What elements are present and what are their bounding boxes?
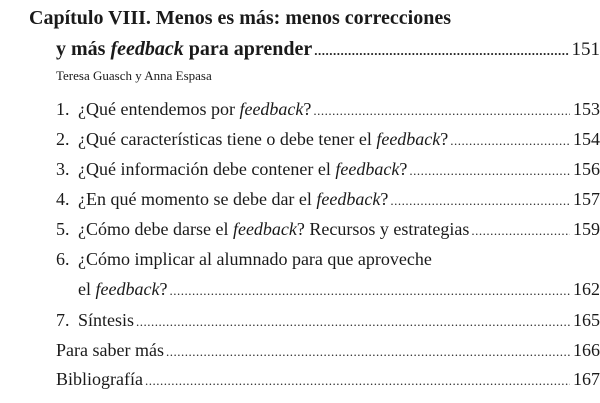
page-number: 166	[573, 340, 600, 360]
page-number: 154	[573, 129, 600, 149]
toc-entry-6-line2[interactable]	[78, 277, 600, 303]
entry-text: 3. ¿Qué información debe contener el feedback?	[56, 159, 408, 179]
entry-text: Para saber más	[56, 340, 164, 360]
entry-text: 7. Síntesis	[56, 310, 135, 330]
dot-leader	[145, 369, 570, 393]
toc-entry-6-line1[interactable]: 6. ¿Cómo implicar al alumnado para que aproveche	[56, 249, 432, 269]
dot-leader	[166, 340, 570, 364]
feedback-italic: feedback	[110, 38, 184, 60]
page-number: 151	[571, 39, 600, 60]
dot-leader	[136, 310, 570, 334]
dot-leader	[471, 219, 570, 243]
page-number: 159	[573, 219, 600, 239]
toc-entry-bibliografia[interactable]	[56, 367, 600, 393]
dot-leader	[450, 129, 570, 153]
page-number: 167	[573, 369, 600, 389]
entry-text: 5. ¿Cómo debe darse el feedback? Recursos y estrategias	[56, 219, 470, 239]
toc-entry-1[interactable]	[56, 97, 600, 123]
toc-entry-2[interactable]	[56, 127, 600, 153]
page-number: 157	[573, 189, 600, 209]
dot-leader	[390, 189, 570, 213]
dot-leader	[313, 99, 570, 123]
chapter-title-line1: Capítulo VIII. Menos es más: menos correcciones	[29, 7, 452, 29]
entry-text: Bibliografía	[56, 369, 143, 389]
toc-entry-para-saber-mas[interactable]	[56, 338, 600, 364]
toc-entry-7[interactable]	[56, 308, 600, 334]
chapter-title-line2[interactable]	[56, 37, 600, 63]
entry-text: 4. ¿En qué momento se debe dar el feedback?	[56, 189, 389, 209]
page-number: 156	[573, 159, 600, 179]
dot-leader	[169, 279, 570, 303]
entry-text: 1. ¿Qué entendemos por feedback?	[56, 99, 312, 119]
entry-text: 2. ¿Qué características tiene o debe tener el feedback?	[56, 129, 449, 149]
entry-text: el feedback?	[78, 279, 168, 299]
page-number: 162	[573, 279, 600, 299]
toc-entry-4[interactable]	[56, 187, 600, 213]
page-number: 165	[573, 310, 600, 330]
toc-entry-3[interactable]	[56, 157, 600, 183]
page-number: 153	[573, 99, 600, 119]
toc-entry-5[interactable]	[56, 217, 600, 243]
dot-leader	[409, 159, 570, 183]
dot-leader	[314, 39, 568, 63]
chapter-title-line2-text: y más feedback para aprender	[56, 38, 313, 60]
chapter-authors: Teresa Guasch y Anna Espasa	[56, 68, 212, 83]
